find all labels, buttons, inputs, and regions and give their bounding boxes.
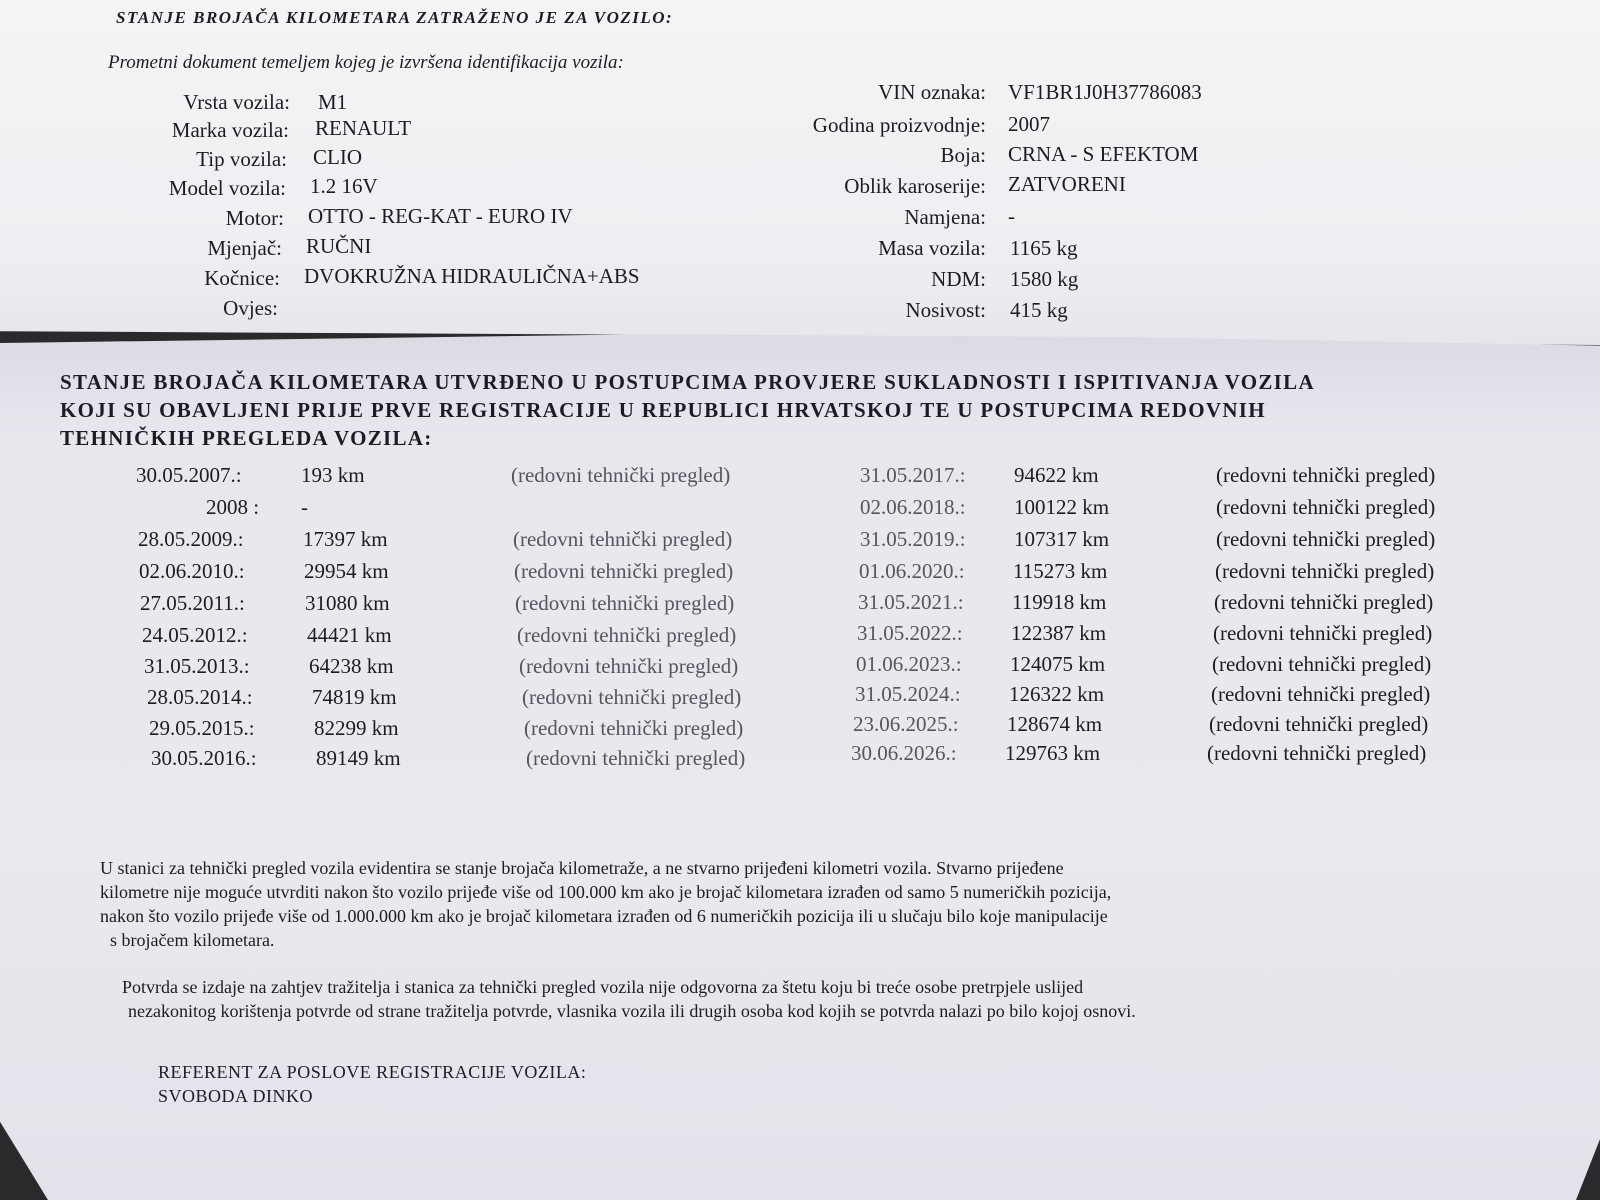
reading-km: 64238 km [309, 654, 394, 678]
engine-label: Motor: [225, 206, 284, 230]
reading-note: (redovni tehnički pregled) [515, 591, 735, 615]
referent-block [158, 1060, 586, 1108]
reading-km: 94622 km [1014, 463, 1099, 487]
suspension-label: Ovjes: [223, 296, 278, 320]
vin-value: VF1BR1J0H37786083 [1008, 80, 1202, 104]
reading-km: 193 km [301, 463, 365, 487]
referent-name: SVOBODA DINKO [158, 1086, 314, 1106]
engine-value: OTTO - REG-KAT - EURO IV [308, 204, 573, 228]
payload-value: 415 kg [1010, 298, 1068, 322]
vehicle-mass-value: 1165 kg [1010, 236, 1078, 260]
reading-date: 30.05.2007.: [136, 463, 242, 487]
reading-km: 129763 km [1005, 741, 1101, 765]
reading-note: (redovni tehnički pregled) [511, 463, 731, 487]
reading-km: 82299 km [314, 716, 399, 740]
reading-date: 31.05.2013.: [144, 654, 250, 678]
reading-note: (redovni tehnički pregled) [1212, 652, 1432, 676]
odometer-disclaimer [100, 856, 1480, 952]
max-mass-label: NDM: [931, 267, 986, 291]
disclaimer-line: Potvrda se izdaje na zahtjev tražitelja i stanica za tehnički pregled vozila nije odgovorna za štetu koju bi treće osobe pretrpjele uslijed [122, 977, 1084, 997]
color-label: Boja: [940, 143, 986, 167]
reading-note: (redovni tehnički pregled) [1216, 463, 1436, 487]
disclaimer-line: nezakonitog korištenja potvrde od strane tražitelja potvrde, vlasnika vozila ili drugih osoba kod kojih se potvrda nalazi po bilo kojoj osnovi. [128, 1001, 1136, 1021]
reading-km: 128674 km [1007, 712, 1103, 736]
reading-date: 2008 : [206, 495, 260, 519]
production-year-value: 2007 [1008, 112, 1050, 136]
reading-date: 28.05.2014.: [147, 685, 253, 709]
section-heading-line: KOJI SU OBAVLJENI PRIJE PRVE REGISTRACIJE U REPUBLICI HRVATSKOJ TE U POSTUPCIMA REDOVNIH [60, 398, 1266, 422]
section-heading [60, 368, 1480, 452]
reading-note: (redovni tehnički pregled) [524, 716, 744, 740]
reading-note: (redovni tehnički pregled) [1214, 590, 1434, 614]
purpose-value: - [1008, 204, 1015, 228]
vehicle-mass-label: Masa vozila: [878, 236, 986, 260]
reading-date: 30.06.2026.: [851, 741, 957, 765]
reading-date: 23.06.2025.: [853, 712, 959, 736]
reading-date: 28.05.2009.: [138, 527, 244, 551]
reading-date: 31.05.2024.: [855, 682, 961, 706]
vehicle-make-label: Marka vozila: [171, 118, 289, 142]
max-mass-value: 1580 kg [1010, 267, 1079, 291]
document-subtitle: Prometni dokument temeljem kojeg je izvršena identifikacija vozila: [108, 52, 624, 73]
vehicle-make-value: RENAULT [315, 116, 412, 140]
section-heading-line: TEHNIČKIH PREGLEDA VOZILA: [60, 426, 433, 450]
reading-date: 31.05.2022.: [857, 621, 963, 645]
body-shape-label: Oblik karoserije: [844, 174, 986, 198]
gearbox-value: RUČNI [306, 234, 372, 258]
reading-date: 02.06.2010.: [139, 559, 245, 583]
reading-note: (redovni tehnički pregled) [1216, 527, 1436, 551]
reading-km: 74819 km [312, 685, 397, 709]
reading-km: 29954 km [304, 559, 389, 583]
reading-note: (redovni tehnički pregled) [1215, 559, 1435, 583]
reading-km: 124075 km [1010, 652, 1106, 676]
disclaimer-line: s brojačem kilometara. [110, 930, 275, 950]
reading-note: (redovni tehnički pregled) [1211, 682, 1431, 706]
vehicle-model-value: 1.2 16V [310, 174, 378, 198]
reading-date: 31.05.2021.: [858, 590, 964, 614]
reading-km: 119918 km [1012, 590, 1107, 614]
reading-date: 30.05.2016.: [151, 746, 257, 770]
reading-km: 31080 km [305, 591, 390, 615]
reading-note: (redovni tehnički pregled) [519, 654, 739, 678]
payload-label: Nosivost: [905, 298, 986, 322]
production-year-label: Godina proizvodnje: [812, 113, 986, 137]
liability-disclaimer [122, 975, 1502, 1023]
reading-km: 122387 km [1011, 621, 1107, 645]
reading-note: (redovni tehnički pregled) [1207, 741, 1427, 765]
reading-date: 31.05.2019.: [860, 527, 966, 551]
gearbox-label: Mjenjač: [207, 236, 282, 260]
reading-date: 27.05.2011.: [140, 591, 245, 615]
reading-note: (redovni tehnički pregled) [517, 623, 737, 647]
disclaimer-line: kilometre nije moguće utvrditi nakon što vozilo prijeđe više od 100.000 km ako je brojač kilometara izrađen od samo 5 numeričkih pozicija, [100, 882, 1112, 902]
vehicle-kind-label: Tip vozila: [196, 147, 287, 171]
brakes-label: Kočnice: [204, 266, 280, 290]
color-value: CRNA - S EFEKTOM [1008, 142, 1199, 166]
reading-note: (redovni tehnički pregled) [522, 685, 742, 709]
section-heading-line: STANJE BROJAČA KILOMETARA UTVRĐENO U POSTUPCIMA PROVJERE SUKLADNOSTI I ISPITIVANJA VOZILA [60, 370, 1315, 394]
reading-km: 44421 km [307, 623, 392, 647]
body-shape-value: ZATVORENI [1008, 172, 1126, 196]
reading-km: 115273 km [1013, 559, 1108, 583]
reading-date: 24.05.2012.: [142, 623, 248, 647]
disclaimer-line: nakon što vozilo prijeđe više od 1.000.000 km ako je brojač kilometara izrađen od 6 numeričkih pozicija ili u slučaju bilo koje manipulacije [100, 906, 1108, 926]
reading-note: (redovni tehnički pregled) [1216, 495, 1436, 519]
reading-km: 126322 km [1009, 682, 1105, 706]
reading-km: 107317 km [1014, 527, 1110, 551]
purpose-label: Namjena: [904, 205, 986, 229]
reading-note: (redovni tehnički pregled) [1213, 621, 1433, 645]
vin-label: VIN oznaka: [878, 80, 986, 104]
referent-title: REFERENT ZA POSLOVE REGISTRACIJE VOZILA: [158, 1062, 587, 1082]
vehicle-type-label: Vrsta vozila: [183, 90, 290, 114]
reading-km: - [301, 495, 308, 519]
reading-date: 02.06.2018.: [860, 495, 966, 519]
reading-note: (redovni tehnički pregled) [514, 559, 734, 583]
disclaimer-line: U stanici za tehnički pregled vozila evidentira se stanje brojača kilometraže, a ne stvarno prijeđeni kilometri vozila. Stvarno prijeđene [100, 858, 1064, 878]
reading-km: 100122 km [1014, 495, 1110, 519]
reading-note: (redovni tehnički pregled) [513, 527, 733, 551]
brakes-value: DVOKRUŽNA HIDRAULIČNA+ABS [304, 264, 640, 288]
reading-date: 31.05.2017.: [860, 463, 966, 487]
vehicle-model-label: Model vozila: [168, 176, 286, 200]
reading-date: 29.05.2015.: [149, 716, 255, 740]
reading-km: 17397 km [303, 527, 388, 551]
vehicle-type-value: M1 [318, 90, 348, 114]
vehicle-kind-value: CLIO [313, 145, 362, 169]
reading-date: 01.06.2020.: [859, 559, 965, 583]
document-title: STANJE BROJAČA KILOMETARA ZATRAŽENO JE ZA VOZILO: [116, 8, 674, 27]
reading-date: 01.06.2023.: [856, 652, 962, 676]
reading-note: (redovni tehnički pregled) [526, 746, 746, 770]
reading-km: 89149 km [316, 746, 401, 770]
reading-note: (redovni tehnički pregled) [1209, 712, 1429, 736]
